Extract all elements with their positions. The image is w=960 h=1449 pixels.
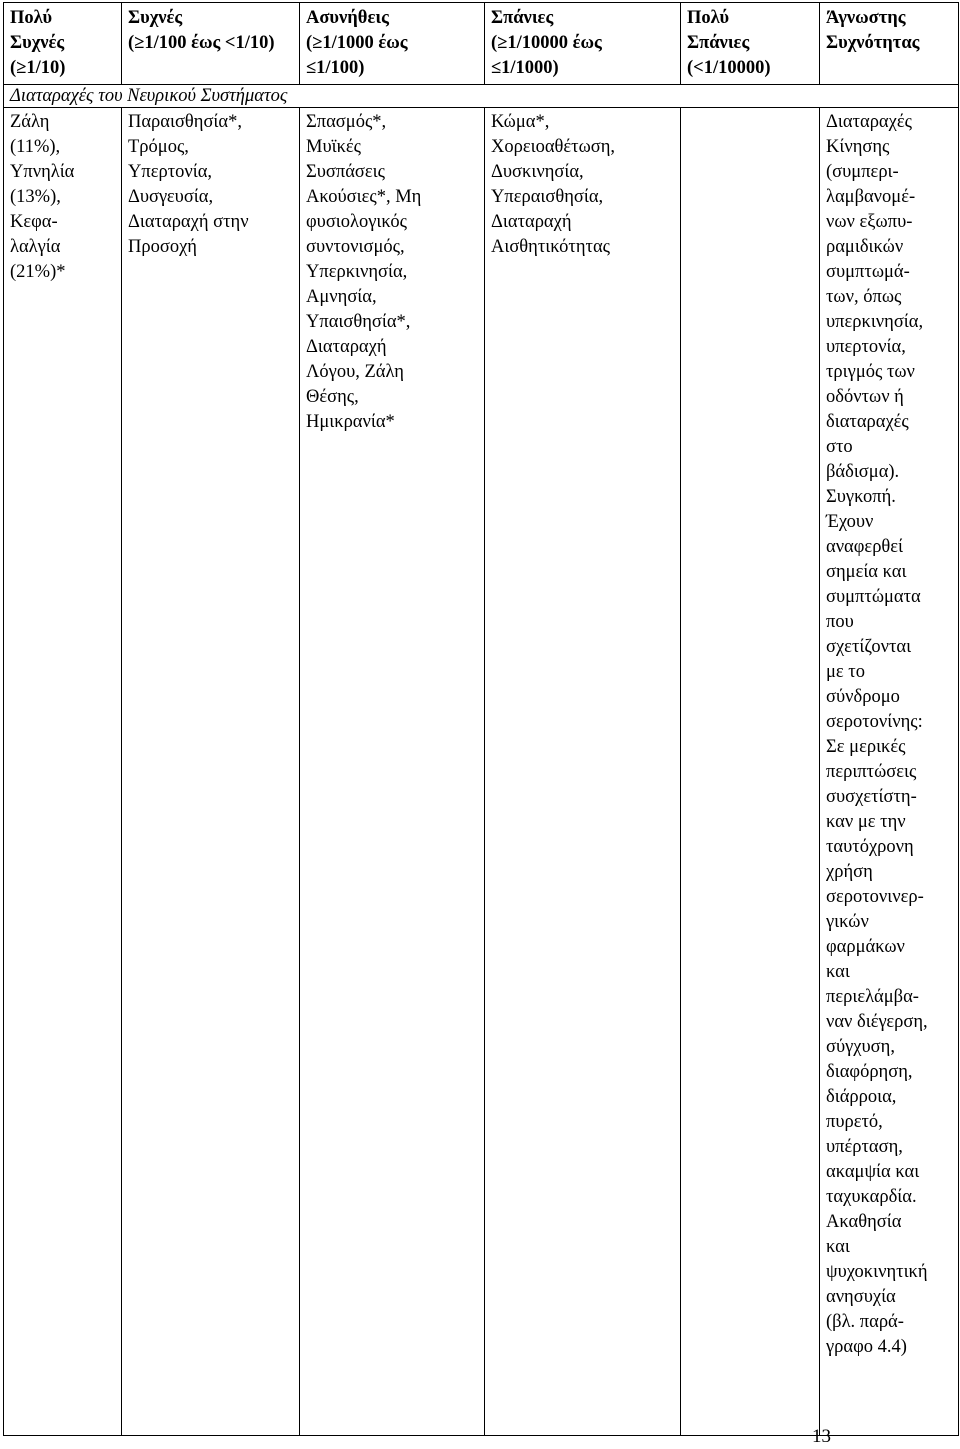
cell-common: [122, 108, 300, 1436]
cell-line: υπερκινησία,: [826, 312, 924, 332]
cell-line: σύγχυση,: [826, 1037, 895, 1057]
cell-line: τριγμός των: [826, 362, 915, 382]
cell-very-rare: [681, 108, 820, 1436]
cell-line: Διαταραχές: [826, 112, 912, 132]
header-very-common: [4, 3, 122, 85]
cell-line: Θέσης,: [306, 387, 359, 407]
cell-line: σημεία και: [826, 562, 907, 582]
cell-line: ≤1/100): [306, 58, 365, 78]
cell-line: Ημικρανία*: [306, 412, 395, 432]
cell-line: συμπτωμά-: [826, 262, 910, 282]
cell-line: Πολύ: [687, 8, 730, 28]
section-title: Διαταραχές του Νευρικού Συστήματος: [4, 85, 959, 108]
cell-line: συμπτώματα: [826, 587, 921, 607]
cell-line: σχετίζονται: [826, 637, 912, 657]
cell-line: συσχετίστη-: [826, 787, 917, 807]
cell-line: (≥1/100 έως <1/10): [128, 33, 275, 53]
header-unknown-frequency: [820, 3, 959, 85]
cell-line: ακαμψία και: [826, 1162, 920, 1182]
section-row: [4, 85, 959, 108]
cell-line: νων εξωπυ-: [826, 212, 913, 232]
cell-line: διάρροια,: [826, 1087, 897, 1107]
cell-line: βάδισμα).: [826, 462, 900, 482]
cell-line: (13%),: [10, 187, 61, 207]
cell-line: Δυσκινησία,: [491, 162, 584, 182]
header-uncommon: [300, 3, 485, 85]
cell-line: περιπτώσεις: [826, 762, 917, 782]
cell-rare: [485, 108, 681, 1436]
cell-line: των, όπως: [826, 287, 902, 307]
cell-line: ανησυχία: [826, 1287, 896, 1307]
page-number: 13: [812, 1426, 831, 1447]
cell-line: περιελάμβα-: [826, 987, 919, 1007]
cell-line: (≥1/10): [10, 58, 66, 78]
table-row: [4, 108, 959, 1436]
cell-very-common: [4, 108, 122, 1436]
cell-line: και: [826, 962, 850, 982]
cell-line: Έχουν: [826, 512, 874, 532]
cell-line: πυρετό,: [826, 1112, 883, 1132]
cell-line: γραφο 4.4): [826, 1337, 907, 1357]
cell-line: χρήση: [826, 862, 873, 882]
cell-line: διαταραχές: [826, 412, 909, 432]
header-row: [4, 3, 959, 85]
cell-line: υπερτονία,: [826, 337, 906, 357]
cell-line: Τρόμος,: [128, 137, 189, 157]
cell-unknown-frequency: [820, 108, 959, 1436]
cell-line: (11%),: [10, 137, 61, 157]
cell-line: Προσοχή: [128, 237, 197, 257]
cell-line: σύνδρομο: [826, 687, 900, 707]
cell-line: Διαταραχή: [306, 337, 387, 357]
cell-line: ψυχοκινητική: [826, 1262, 928, 1282]
header-rare: [485, 3, 681, 85]
cell-line: σεροτονινερ-: [826, 887, 924, 907]
cell-line: Σπασμός*,: [306, 112, 387, 132]
cell-line: ταυτόχρονη: [826, 837, 914, 857]
cell-line: Σπάνιες: [491, 8, 554, 28]
cell-line: Πολύ: [10, 8, 53, 28]
cell-line: καν με την: [826, 812, 906, 832]
cell-line: (≥1/1000 έως: [306, 33, 408, 53]
cell-line: Συχνές: [128, 8, 183, 28]
cell-line: Συχνές: [10, 33, 65, 53]
cell-line: Ζάλη: [10, 112, 50, 132]
cell-line: οδόντων ή: [826, 387, 904, 407]
cell-line: (συμπερι-: [826, 162, 899, 182]
cell-line: Κεφα-: [10, 212, 58, 232]
cell-line: Λόγου, Ζάλη: [306, 362, 404, 382]
cell-line: ≤1/1000): [491, 58, 559, 78]
cell-line: Διαταραχή: [491, 212, 572, 232]
cell-line: ραμιδικών: [826, 237, 904, 257]
cell-line: (21%)*: [10, 262, 66, 282]
cell-line: ναν διέγερση,: [826, 1012, 928, 1032]
cell-uncommon: [300, 108, 485, 1436]
cell-line: Υπεραισθησία,: [491, 187, 604, 207]
cell-line: Σε μερικές: [826, 737, 906, 757]
cell-line: Άγνωστης: [826, 8, 906, 28]
cell-line: γικών: [826, 912, 869, 932]
cell-line: Δυσγευσία,: [128, 187, 214, 207]
cell-line: Υπαισθησία*,: [306, 312, 411, 332]
header-very-rare: [681, 3, 820, 85]
cell-line: με το: [826, 662, 865, 682]
cell-line: Υπερτονία,: [128, 162, 213, 182]
cell-line: (βλ. παρά-: [826, 1312, 904, 1332]
cell-line: Χορειοαθέτωση,: [491, 137, 616, 157]
cell-line: ταχυκαρδία.: [826, 1187, 917, 1207]
cell-line: Συγκοπή.: [826, 487, 896, 507]
cell-line: συντονισμός,: [306, 237, 405, 257]
cell-line: Μυϊκές: [306, 137, 362, 157]
header-common: [122, 3, 300, 85]
cell-line: Αμνησία,: [306, 287, 377, 307]
cell-line: Αισθητικότητας: [491, 237, 610, 257]
cell-line: Ακούσιες*, Μη: [306, 187, 422, 207]
cell-line: υπέρταση,: [826, 1137, 903, 1157]
cell-line: Κώμα*,: [491, 112, 550, 132]
cell-line: Ακαθησία: [826, 1212, 902, 1232]
cell-line: σεροτονίνης:: [826, 712, 923, 732]
cell-line: Συχνότητας: [826, 33, 920, 53]
adverse-reactions-table: [3, 2, 959, 1436]
cell-line: λαλγία: [10, 237, 61, 257]
cell-line: διαφόρηση,: [826, 1062, 913, 1082]
cell-line: που: [826, 612, 854, 632]
cell-line: (<1/10000): [687, 58, 771, 78]
cell-line: Παραισθησία*,: [128, 112, 242, 132]
cell-line: Υπνηλία: [10, 162, 75, 182]
cell-line: φαρμάκων: [826, 937, 905, 957]
cell-line: Ασυνήθεις: [306, 8, 389, 28]
cell-line: στο: [826, 437, 853, 457]
cell-line: αναφερθεί: [826, 537, 904, 557]
cell-line: φυσιολογικός: [306, 212, 407, 232]
cell-line: Κίνησης: [826, 137, 890, 157]
cell-line: Υπερκινησία,: [306, 262, 408, 282]
cell-line: (≥1/10000 έως: [491, 33, 602, 53]
cell-line: Σπάνιες: [687, 33, 750, 53]
cell-line: λαμβανομέ-: [826, 187, 916, 207]
cell-line: Συσπάσεις: [306, 162, 385, 182]
cell-line: και: [826, 1237, 850, 1257]
cell-line: Διαταραχή στην: [128, 212, 249, 232]
